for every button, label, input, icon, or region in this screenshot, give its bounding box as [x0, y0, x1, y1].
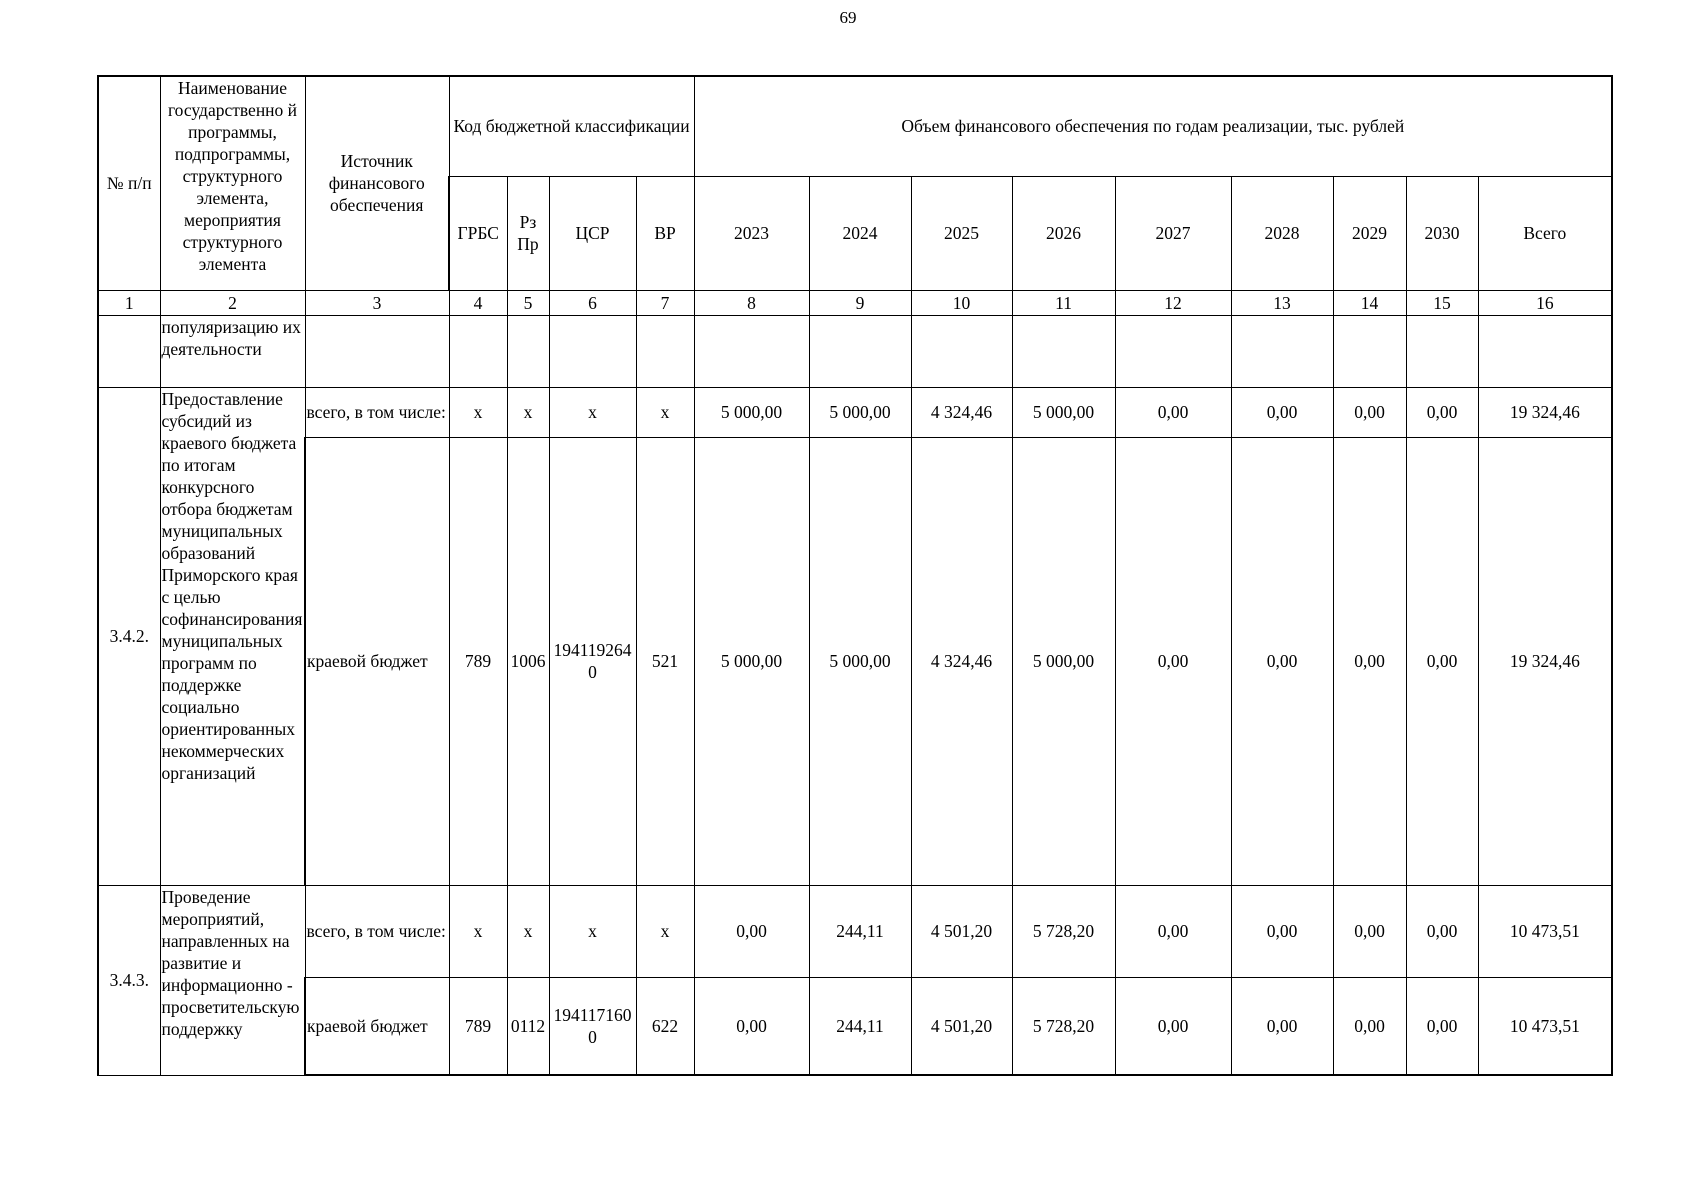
value-cell: 4 501,20 — [911, 977, 1012, 1075]
total-cell: 10 473,51 — [1478, 885, 1612, 977]
header-year-2027: 2027 — [1115, 176, 1231, 290]
value-cell: 0,00 — [694, 977, 809, 1075]
column-number: 14 — [1333, 290, 1406, 315]
value-cell: 5 000,00 — [809, 387, 911, 437]
column-number-row — [98, 290, 1612, 315]
value-cell: 0,00 — [1333, 387, 1406, 437]
header-year-2029: 2029 — [1333, 176, 1406, 290]
value-cell: 0,00 — [1115, 885, 1231, 977]
header-name: Наименование государственно й программы, подпрограммы, структурного элемента, мероприятия структурного элемента — [160, 76, 305, 290]
header-year-2028: 2028 — [1231, 176, 1333, 290]
total-cell: 19 324,46 — [1478, 437, 1612, 885]
value-cell: 4 324,46 — [911, 387, 1012, 437]
header-grbs: ГРБС — [449, 176, 507, 290]
item-name: Предоставление субсидий из краевого бюджета по итогам конкурсного отбора бюджетам муниципальных образований Приморского края с целью софинансирования муниципальных программ по поддержке социально ориентированных некоммерческих организаций — [160, 387, 305, 885]
rzpr-cell: x — [507, 885, 549, 977]
total-cell: 10 473,51 — [1478, 977, 1612, 1075]
header-csr: ЦСР — [549, 176, 636, 290]
source-cell: всего, в том числе: — [305, 885, 449, 977]
header-year-2023: 2023 — [694, 176, 809, 290]
continuation-row — [98, 315, 1612, 387]
header-year-2030: 2030 — [1406, 176, 1478, 290]
item-number: 3.4.3. — [98, 885, 160, 1075]
value-cell: 4 501,20 — [911, 885, 1012, 977]
header-source: Источник финансового обеспечения — [305, 76, 449, 290]
header-vr: ВР — [636, 176, 694, 290]
column-number: 3 — [305, 290, 449, 315]
rzpr-cell: 1006 — [507, 437, 549, 885]
value-cell: 0,00 — [1406, 437, 1478, 885]
header-year-2026: 2026 — [1012, 176, 1115, 290]
column-number: 2 — [160, 290, 305, 315]
value-cell: 0,00 — [694, 885, 809, 977]
vr-cell: 521 — [636, 437, 694, 885]
column-number: 5 — [507, 290, 549, 315]
source-cell: краевой бюджет — [305, 437, 449, 885]
value-cell: 0,00 — [1231, 387, 1333, 437]
rzpr-cell: x — [507, 387, 549, 437]
source-cell: всего, в том числе: — [305, 387, 449, 437]
vr-cell: x — [636, 387, 694, 437]
column-number: 6 — [549, 290, 636, 315]
table-row — [98, 387, 1612, 437]
total-cell: 19 324,46 — [1478, 387, 1612, 437]
item-number: 3.4.2. — [98, 387, 160, 885]
item-name: популяризацию их деятельности — [160, 315, 305, 387]
value-cell: 5 000,00 — [1012, 387, 1115, 437]
value-cell: 5 000,00 — [1012, 437, 1115, 885]
column-number: 9 — [809, 290, 911, 315]
column-number: 15 — [1406, 290, 1478, 315]
header-row-1 — [98, 76, 1612, 176]
value-cell: 5 728,20 — [1012, 885, 1115, 977]
csr-cell: 1941171600 — [549, 977, 636, 1075]
csr-cell: x — [549, 885, 636, 977]
header-year-2024: 2024 — [809, 176, 911, 290]
header-volume-group: Объем финансового обеспечения по годам реализации, тыс. рублей — [694, 76, 1612, 176]
value-cell: 0,00 — [1231, 437, 1333, 885]
vr-cell: 622 — [636, 977, 694, 1075]
value-cell: 5 728,20 — [1012, 977, 1115, 1075]
value-cell: 0,00 — [1115, 977, 1231, 1075]
header-rzpr: Рз Пр — [507, 176, 549, 290]
column-number: 8 — [694, 290, 809, 315]
budget-table — [97, 75, 1613, 1076]
grbs-cell: x — [449, 885, 507, 977]
column-number: 1 — [98, 290, 160, 315]
csr-cell: 1941192640 — [549, 437, 636, 885]
header-total: Всего — [1478, 176, 1612, 290]
value-cell: 5 000,00 — [694, 437, 809, 885]
value-cell: 244,11 — [809, 885, 911, 977]
value-cell: 0,00 — [1406, 977, 1478, 1075]
value-cell: 244,11 — [809, 977, 911, 1075]
value-cell: 5 000,00 — [809, 437, 911, 885]
vr-cell: x — [636, 885, 694, 977]
value-cell: 0,00 — [1333, 977, 1406, 1075]
header-year-2025: 2025 — [911, 176, 1012, 290]
column-number: 10 — [911, 290, 1012, 315]
value-cell: 5 000,00 — [694, 387, 809, 437]
column-number: 11 — [1012, 290, 1115, 315]
table-row — [98, 437, 1612, 885]
table-row — [98, 885, 1612, 977]
page-number: 69 — [839, 8, 857, 27]
value-cell: 0,00 — [1231, 977, 1333, 1075]
value-cell: 0,00 — [1406, 885, 1478, 977]
value-cell: 0,00 — [1406, 387, 1478, 437]
grbs-cell: 789 — [449, 437, 507, 885]
value-cell: 0,00 — [1115, 437, 1231, 885]
column-number: 16 — [1478, 290, 1612, 315]
column-number: 13 — [1231, 290, 1333, 315]
source-cell: краевой бюджет — [305, 977, 449, 1075]
table-row — [98, 977, 1612, 1075]
column-number: 4 — [449, 290, 507, 315]
column-number: 7 — [636, 290, 694, 315]
value-cell: 0,00 — [1333, 885, 1406, 977]
grbs-cell: 789 — [449, 977, 507, 1075]
value-cell: 0,00 — [1115, 387, 1231, 437]
value-cell: 4 324,46 — [911, 437, 1012, 885]
grbs-cell: x — [449, 387, 507, 437]
csr-cell: x — [549, 387, 636, 437]
item-name: Проведение мероприятий, направленных на развитие и информационно - просветительскую поддержку — [160, 885, 305, 1075]
cell-empty — [98, 315, 160, 387]
value-cell: 0,00 — [1231, 885, 1333, 977]
header-code-group: Код бюджетной классификации — [449, 76, 694, 176]
rzpr-cell: 0112 — [507, 977, 549, 1075]
value-cell: 0,00 — [1333, 437, 1406, 885]
column-number: 12 — [1115, 290, 1231, 315]
header-num: № п/п — [98, 76, 160, 290]
